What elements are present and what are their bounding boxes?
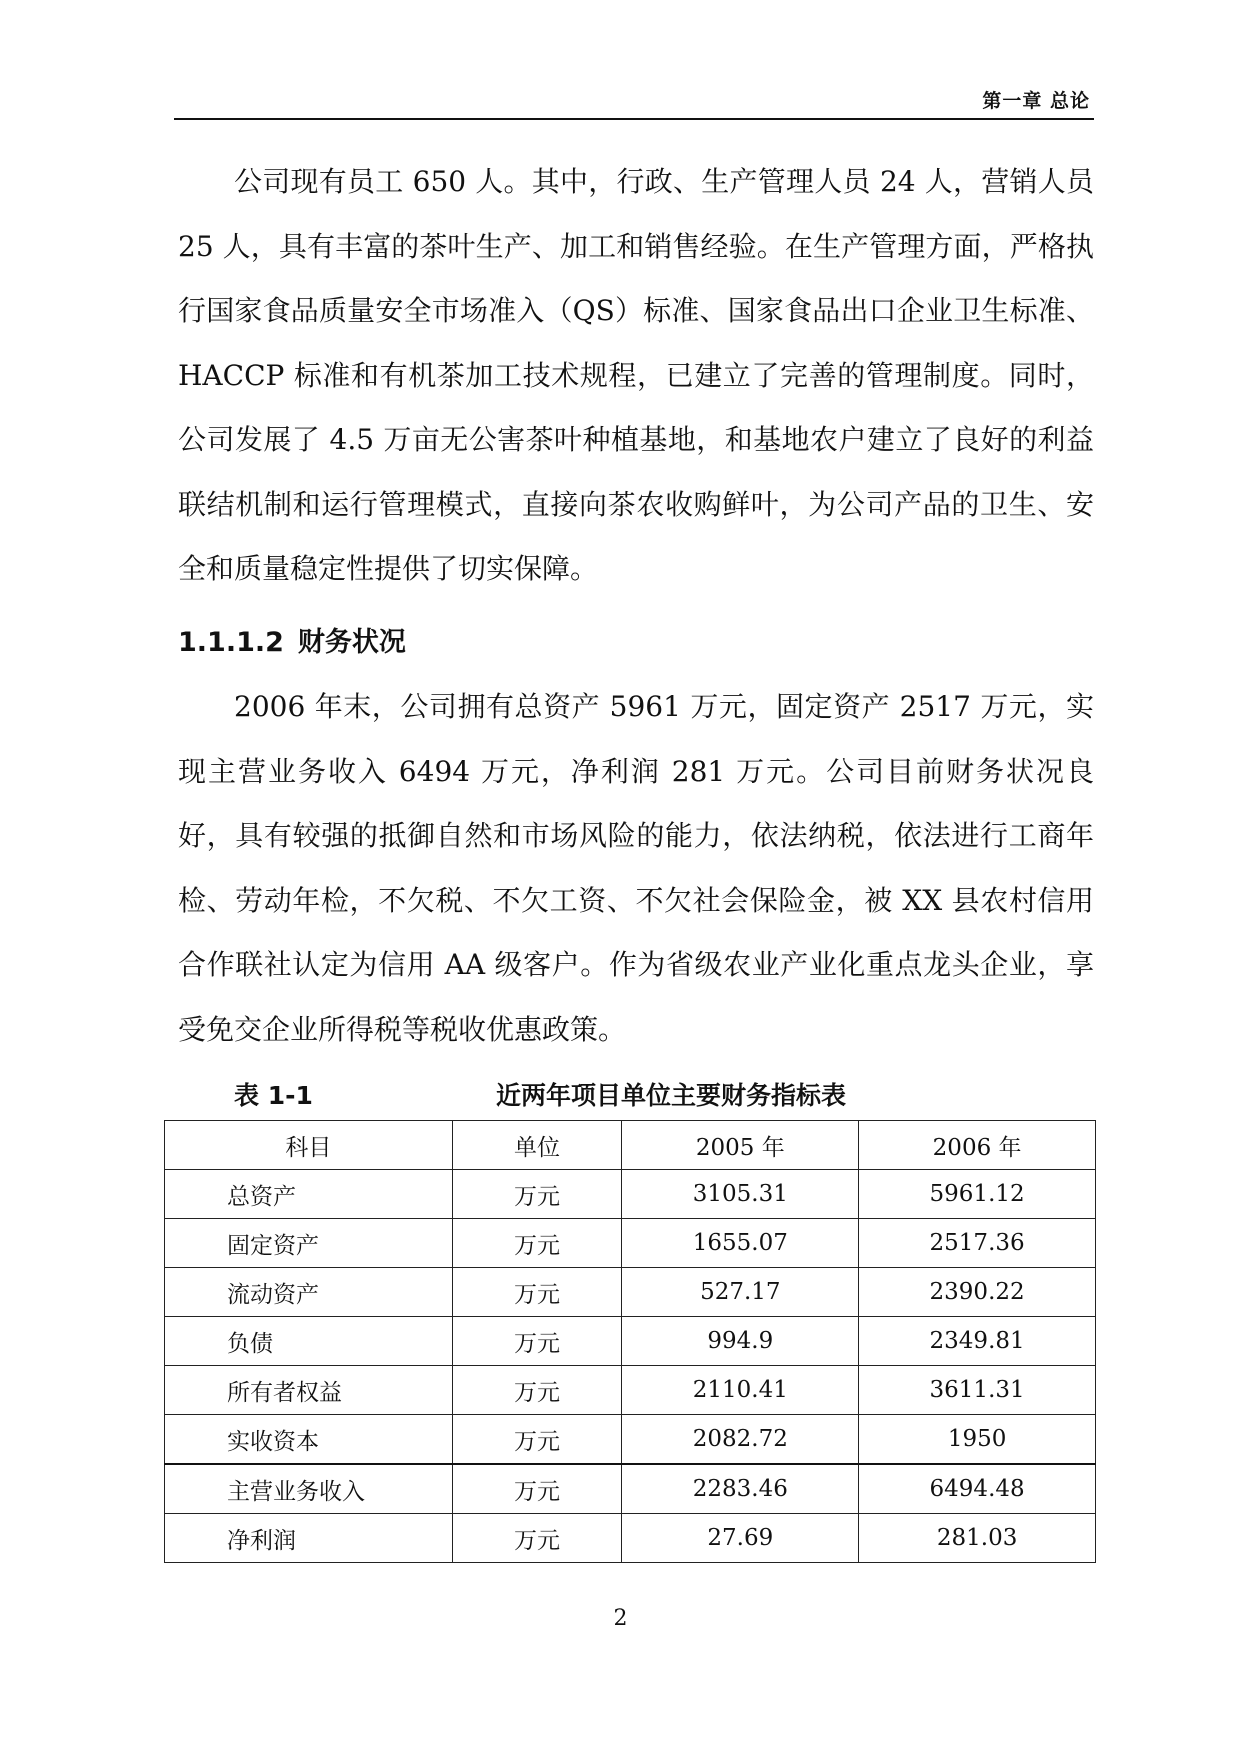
- row-unit: 万元: [452, 1170, 622, 1219]
- table-row: [165, 1514, 1096, 1563]
- table-header-row: [165, 1121, 1096, 1170]
- row-value-2005: 994.9: [622, 1317, 859, 1366]
- row-value-2005: 3105.31: [622, 1170, 859, 1219]
- row-subject: 主营业务收入: [165, 1464, 453, 1514]
- section-heading: [178, 620, 406, 659]
- financial-indicators-table: [164, 1120, 1096, 1563]
- row-subject: 所有者权益: [165, 1366, 453, 1415]
- row-unit: 万元: [452, 1268, 622, 1317]
- row-value-2005: 2110.41: [622, 1366, 859, 1415]
- table-row: [165, 1366, 1096, 1415]
- header-subject: 科目: [165, 1121, 453, 1170]
- row-subject: 固定资产: [165, 1219, 453, 1268]
- table-caption: [0, 1070, 1241, 1110]
- row-value-2005: 1655.07: [622, 1219, 859, 1268]
- page-header: [174, 84, 1094, 120]
- row-value-2006: 2390.22: [859, 1268, 1096, 1317]
- table-title: 近两年项目单位主要财务指标表: [496, 1081, 847, 1110]
- row-unit: 万元: [452, 1415, 622, 1465]
- section-title: 财务状况: [297, 627, 406, 658]
- row-value-2005: 527.17: [622, 1268, 859, 1317]
- row-unit: 万元: [452, 1317, 622, 1366]
- row-unit: 万元: [452, 1514, 622, 1563]
- row-subject: 负债: [165, 1317, 453, 1366]
- row-value-2006: 281.03: [859, 1514, 1096, 1563]
- row-value-2006: 2517.36: [859, 1219, 1096, 1268]
- row-unit: 万元: [452, 1366, 622, 1415]
- row-value-2006: 3611.31: [859, 1366, 1096, 1415]
- paragraph-text: 公司现有员工 650 人。其中，行政、生产管理人员 24 人，营销人员 25 人，具有丰富的茶叶生产、加工和销售经验。在生产管理方面，严格执行国家食品质量安全市场准入（QS）标准、国家食品出口企业卫生标准、HACCP 标准和有机茶加工技术规程，已建立了完善的管理制度。同时，公司发展了 4.5 万亩无公害茶叶种植基地，和基地农户建立了良好的利益联结机制和运行管理模式，直接向茶农收购鲜叶，为公司产品的卫生、安全和质量稳定性提供了切实保障。: [178, 165, 1094, 585]
- row-unit: 万元: [452, 1219, 622, 1268]
- chapter-title: 第一章 总论: [982, 90, 1090, 112]
- row-value-2005: 27.69: [622, 1514, 859, 1563]
- table-row: [165, 1464, 1096, 1514]
- header-2005: 2005 年: [622, 1121, 859, 1170]
- page-number: 2: [613, 1606, 628, 1631]
- table-row: [165, 1317, 1096, 1366]
- paragraph-text: 2006 年末，公司拥有总资产 5961 万元，固定资产 2517 万元，实现主营业务收入 6494 万元，净利润 281 万元。公司目前财务状况良好，具有较强的抵御自然和市场风险的能力，依法纳税，依法进行工商年检、劳动年检，不欠税、不欠工资、不欠社会保险金，被 XX 县农村信用合作联社认定为信用 AA 级客户。作为省级农业产业化重点龙头企业，享受免交企业所得税等税收优惠政策。: [178, 690, 1094, 1046]
- row-subject: 净利润: [165, 1514, 453, 1563]
- row-value-2006: 5961.12: [859, 1170, 1096, 1219]
- paragraph-finance: [178, 675, 1094, 1062]
- row-value-2005: 2283.46: [622, 1464, 859, 1514]
- row-subject: 总资产: [165, 1170, 453, 1219]
- table-row: [165, 1268, 1096, 1317]
- header-2006: 2006 年: [859, 1121, 1096, 1170]
- section-number: 1.1.1.2: [178, 627, 284, 658]
- row-value-2005: 2082.72: [622, 1415, 859, 1465]
- row-subject: 实收资本: [165, 1415, 453, 1465]
- row-unit: 万元: [452, 1464, 622, 1514]
- paragraph-staff: [178, 150, 1094, 602]
- table-row: [165, 1415, 1096, 1465]
- header-unit: 单位: [452, 1121, 622, 1170]
- row-value-2006: 1950: [859, 1415, 1096, 1465]
- table-number: 表 1-1: [234, 1081, 313, 1110]
- table-row: [165, 1170, 1096, 1219]
- table-row: [165, 1219, 1096, 1268]
- row-value-2006: 6494.48: [859, 1464, 1096, 1514]
- row-subject: 流动资产: [165, 1268, 453, 1317]
- row-value-2006: 2349.81: [859, 1317, 1096, 1366]
